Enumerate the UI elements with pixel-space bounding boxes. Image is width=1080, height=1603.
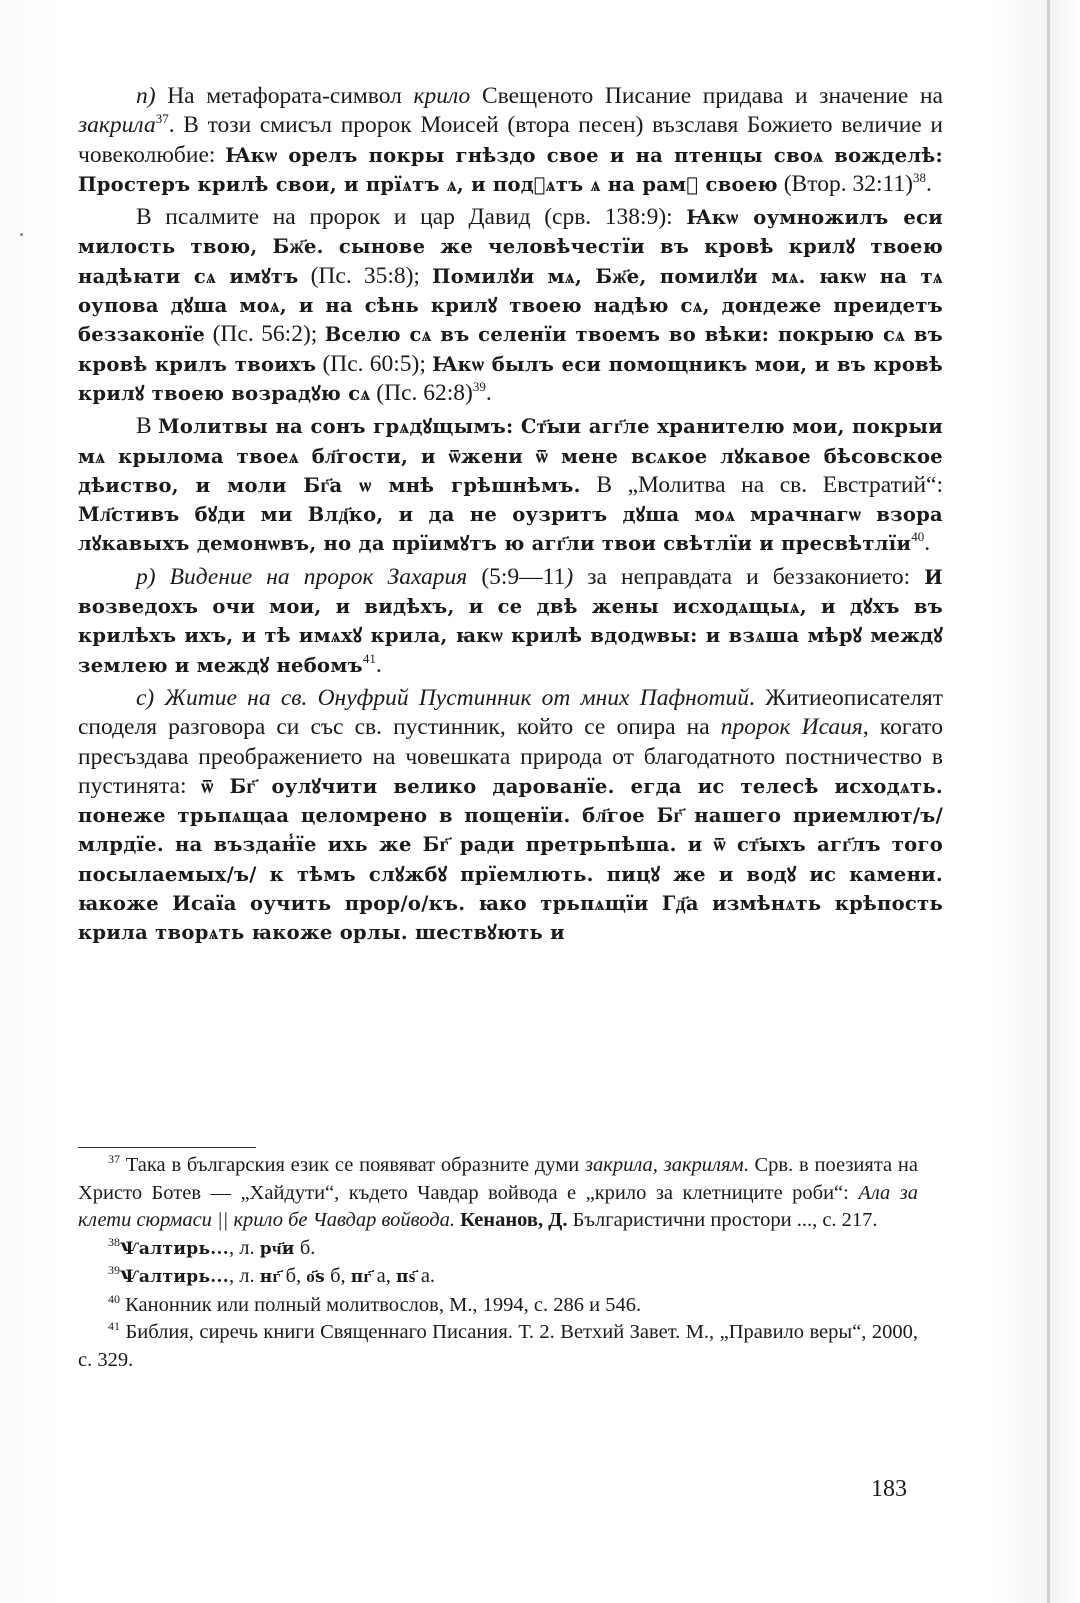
text-run: а, — [371, 1265, 397, 1287]
footnote-separator — [78, 1147, 256, 1148]
footnote-37 — [78, 1152, 918, 1235]
text-run: В — [136, 413, 158, 440]
page-edge-line — [1047, 0, 1050, 1603]
italic-heading: р) Видение на пророк Захария — [136, 563, 468, 590]
text-run: В псалмите на пророк и цар Давид (срв. 138:9): — [136, 204, 687, 231]
citation: (5:9—11 — [467, 563, 566, 590]
church-slavonic-quote: И возведохъ очи мои, и видѣхъ, и се двѣ жены исходѧщыѧ, и дꙋхъ въ крилѣхъ ихъ, и тѣ имѧхꙋ крила, ꙗкѡ крилѣ вдодѡвы: и взѧша мѣрꙋ междꙋ землею и междꙋ небомъ — [78, 565, 943, 677]
italic-term: закрила — [78, 112, 156, 139]
church-slavonic-numeral: нг҃ — [259, 1267, 281, 1287]
italic-heading: с) Житие на св. Онуфрий Пустинник от мних Пафнотий — [136, 684, 750, 711]
main-text — [78, 82, 943, 948]
citation: (Пс. 62:8) — [370, 379, 473, 406]
footnote-number: 41 — [108, 1319, 120, 1334]
page-binding-shadow — [1050, 0, 1080, 1603]
text-run: , л. — [228, 1236, 260, 1259]
footnote-ref: 41 — [362, 650, 376, 666]
church-slavonic-numeral: рч҃и — [259, 1238, 295, 1259]
text-run: Библия, сиречь книги Священнаго Писания. Т. 2. Ветхий Завет. М., „Правило веры“, 2000, с. 329. — [78, 1321, 918, 1371]
text-run: . Срв. в поезията на Христо Ботев — „Хайдути“, където Чавдар войвода е „крило за клетниците роби“: — [78, 1154, 918, 1204]
italic-term: крило — [413, 83, 471, 109]
text-run: . В този смисъл пророк Моисей (втора песен) възславя Божието величие и човеколюбие: — [78, 112, 943, 168]
church-slavonic-numeral: пг҃ — [350, 1267, 372, 1287]
text-run: . — [485, 379, 492, 406]
text-run: б, — [280, 1265, 307, 1287]
text-run: за неправдата и беззаконието: — [573, 563, 925, 590]
paragraph-r — [78, 563, 943, 680]
church-slavonic-numeral: пѕ҃ — [396, 1267, 416, 1287]
church-slavonic-quote: Ꙗкѡ орелъ покры гнѣздо свое и на птенцы своѧ вожделѣ: Простеръ крилѣ свои, и прїѧтъ ѧ, и под꙽ѧтъ ѧ на рамꙋ своею — [78, 143, 943, 196]
text-run: . Житиеописателят споделя разговора си със св. пустинник, който се опира на — [78, 684, 944, 741]
text-run: Канонник или полный молитвослов, М., 1994, с. 286 и 546. — [120, 1293, 642, 1316]
text-run: Така в българския език се появяват образните думи — [120, 1154, 585, 1176]
text-run: Свещеното Писание придава и значение на — [470, 83, 943, 109]
text-run: . — [375, 651, 382, 678]
item-label: п) — [136, 83, 156, 109]
church-slavonic-quote: Помилꙋи мѧ, Бж҃е, помилꙋи мѧ. ꙗкѡ на тѧ оупова дꙋша моѧ, и на сѣнь крилꙋ твоею надѣю сѧ, дондеже преидетъ беззаконїе — [78, 264, 943, 347]
paragraph-s — [78, 684, 943, 948]
text-run: На метафората-символ — [155, 83, 414, 109]
paragraph-prayers — [78, 412, 943, 558]
church-slavonic-title: Ѱалтирь... — [120, 1267, 229, 1287]
church-slavonic-quote: Вселю сѧ въ селенїи твоемъ во вѣки: покрыю сѧ въ кровѣ крилъ твоихъ — [78, 323, 943, 376]
footnote-number: 39 — [108, 1263, 120, 1278]
footnote-ref: 40 — [911, 529, 925, 545]
footnote-38 — [78, 1235, 918, 1264]
paragraph-p — [78, 82, 943, 199]
footnote-ref: 38 — [912, 170, 926, 186]
author-name: Кенанов, Д. — [455, 1209, 568, 1231]
church-slavonic-title: Ѱалтирь... — [120, 1238, 229, 1259]
text-run: , когато пресъздава преображението на човешката природа от благодатното постничество в пустинята: — [78, 714, 943, 799]
footnote-number: 40 — [108, 1291, 120, 1306]
footnote-number: 38 — [108, 1234, 120, 1249]
italic-term: пророк Исаия — [720, 714, 863, 741]
footnote-39 — [78, 1263, 918, 1292]
text-run: В „Молитва на св. Евстратий“: — [580, 471, 944, 498]
text-run: . — [925, 170, 932, 197]
text-run: , л. — [228, 1265, 260, 1287]
margin-speck — [20, 233, 23, 236]
church-slavonic-quote: Ꙗкѡ былъ еси помощникъ мои, и въ кровѣ крилꙋ твоею возрадꙋю сѧ — [78, 352, 943, 405]
italic-term: закрила, закрилям — [585, 1154, 744, 1176]
church-slavonic-quote: Мл҃стивъ бꙋди ми Влд҃ко, и да не оузритъ дꙋша моѧ мрачнагѡ взора лꙋкавыхъ демонѡвъ, но да прїимꙋтъ ю агг҃ли твои свѣтлїи и пресвѣтлїи — [78, 503, 943, 556]
text-run: а. — [415, 1265, 436, 1287]
page-number: 183 — [871, 1476, 907, 1502]
footnote-41 — [78, 1319, 918, 1374]
italic-quote: Ала за клети сюрмаси || крило бе Чавдар войвода. — [78, 1181, 918, 1231]
paragraph-psalms — [78, 203, 943, 408]
citation: (Пс. 60:5); — [316, 350, 433, 377]
church-slavonic-quote: Молитвы на сонъ грѧдꙋщымъ: Ст҃ыи агг҃ле хранителю мои, покрыи мѧ крылома твоеѧ бл҃гости, и ѿжени ѿ мене всѧкое лꙋкавое бѣсовское дѣиство, и моли Бг҃а ѡ мнѣ грѣшнѣмъ. — [78, 415, 943, 497]
footnote-ref: 39 — [472, 379, 486, 395]
text-run: Българистични простори ..., с. 217. — [567, 1209, 878, 1231]
church-slavonic-numeral: о҃s — [306, 1267, 325, 1287]
text-run: . — [924, 530, 931, 557]
italic-term: ) — [565, 563, 574, 590]
citation: (Пс. 35:8); — [298, 262, 433, 289]
text-run: б, — [324, 1265, 351, 1287]
footnote-ref: 37 — [155, 111, 169, 127]
footnote-number: 37 — [108, 1152, 120, 1167]
text-run: б. — [294, 1236, 316, 1259]
citation: (Втор. 32:11) — [777, 170, 913, 197]
footnotes — [78, 1152, 918, 1374]
church-slavonic-quote: ѿ Бг҃ оулꙋчити велико дарованїе. егда ис телесѣ исходѧть. понеже трьпѧщаа целомрено в пощенїи. бл҃гое Бг҃ нашего приемлют/ъ/ млрдїе. на въздан̾їе ихь же Бг҃ ради претрьпѣша. и ѿ ст҃ыхъ агг҃лъ того посылаемых/ъ/ к тѣмъ слꙋжбꙋ прїемлють. пицꙋ же и водꙋ ис камени. ꙗкоже Исаїа оучить прор/о/къ. ꙗко трьпѧщїи Гд҃а измѣнѧть крѣпость крила творѧть ꙗкоже орлы. шествꙋють и — [78, 774, 943, 945]
church-slavonic-quote: Ꙗкѡ оумножилъ еси милость твою, Бж҃е. сынове же человѣчестїи въ кровѣ крилꙋ твоею надѣꙗти сѧ имꙋтъ — [78, 206, 944, 288]
citation: (Пс. 56:2); — [205, 321, 325, 348]
footnote-40 — [78, 1292, 918, 1320]
